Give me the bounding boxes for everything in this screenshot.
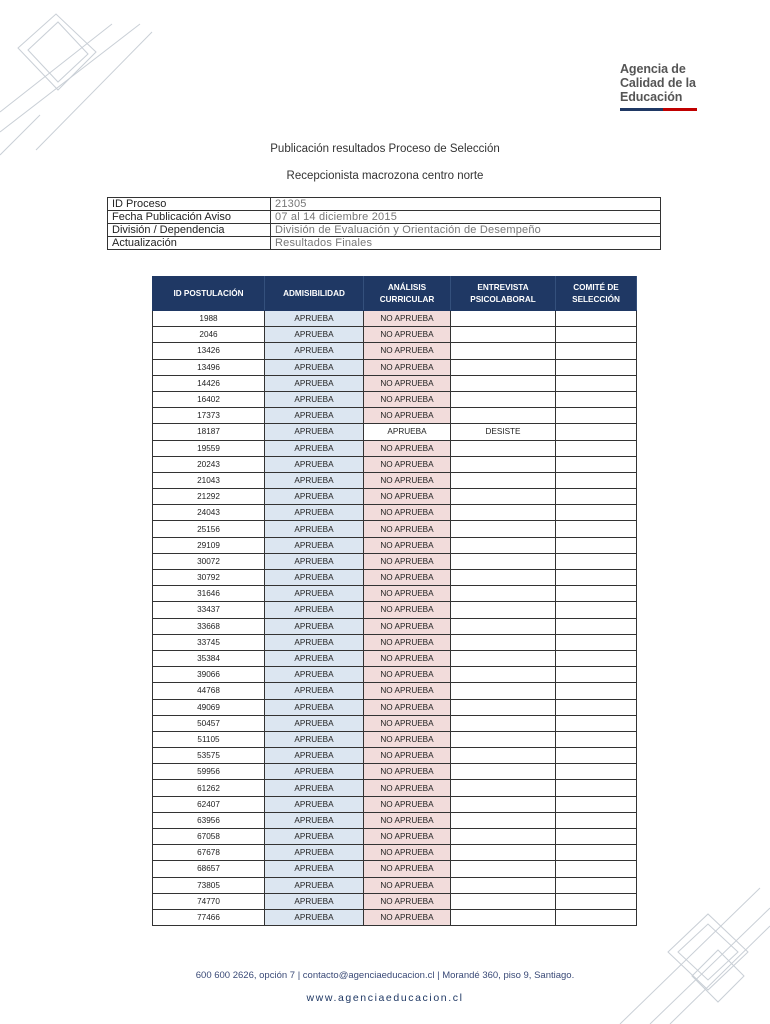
table-row [153,408,637,424]
cell-comite-seleccion [556,909,637,925]
logo-line-2: Calidad de la [620,76,696,90]
cell-comite-seleccion [556,489,637,505]
cell-comite-seleccion [556,861,637,877]
table-row [153,650,637,666]
cell-entrevista-psicolaboral [451,634,556,650]
cell-id-postulacion: 24043 [153,505,265,521]
header-entrevista-psicolaboral: ENTREVISTA PSICOLABORAL [451,277,556,311]
cell-comite-seleccion [556,748,637,764]
cell-analisis-curricular: NO APRUEBA [364,764,451,780]
cell-admisibilidad: APRUEBA [265,570,364,586]
cell-comite-seleccion [556,343,637,359]
cell-analisis-curricular: NO APRUEBA [364,748,451,764]
cell-analisis-curricular: NO APRUEBA [364,489,451,505]
cell-comite-seleccion [556,845,637,861]
cell-id-postulacion: 2046 [153,327,265,343]
table-row [153,553,637,569]
cell-id-postulacion: 68657 [153,861,265,877]
cell-admisibilidad: APRUEBA [265,893,364,909]
cell-admisibilidad: APRUEBA [265,634,364,650]
cell-comite-seleccion [556,537,637,553]
cell-analisis-curricular: NO APRUEBA [364,845,451,861]
cell-admisibilidad: APRUEBA [265,311,364,327]
cell-admisibilidad: APRUEBA [265,391,364,407]
cell-comite-seleccion [556,359,637,375]
cell-entrevista-psicolaboral [451,489,556,505]
cell-id-postulacion: 33745 [153,634,265,650]
table-row [153,521,637,537]
cell-id-postulacion: 21292 [153,489,265,505]
table-row [153,586,637,602]
cell-id-postulacion: 73805 [153,877,265,893]
cell-analisis-curricular: NO APRUEBA [364,829,451,845]
cell-comite-seleccion [556,408,637,424]
cell-admisibilidad: APRUEBA [265,780,364,796]
cell-admisibilidad: APRUEBA [265,618,364,634]
cell-comite-seleccion [556,796,637,812]
table-row [153,634,637,650]
cell-admisibilidad: APRUEBA [265,505,364,521]
cell-admisibilidad: APRUEBA [265,424,364,440]
cell-analisis-curricular: NO APRUEBA [364,440,451,456]
cell-analisis-curricular: NO APRUEBA [364,456,451,472]
cell-analisis-curricular: NO APRUEBA [364,343,451,359]
cell-entrevista-psicolaboral [451,812,556,828]
header-id-postulacion: ID POSTULACIÓN [153,277,265,311]
cell-comite-seleccion [556,618,637,634]
cell-entrevista-psicolaboral [451,586,556,602]
table-row [153,764,637,780]
cell-admisibilidad: APRUEBA [265,861,364,877]
cell-id-postulacion: 53575 [153,748,265,764]
cell-id-postulacion: 18187 [153,424,265,440]
cell-comite-seleccion [556,812,637,828]
cell-entrevista-psicolaboral [451,456,556,472]
cell-entrevista-psicolaboral [451,408,556,424]
cell-admisibilidad: APRUEBA [265,375,364,391]
cell-comite-seleccion [556,877,637,893]
table-row [153,424,637,440]
document-title: Publicación resultados Proceso de Selección [270,143,500,155]
cell-entrevista-psicolaboral [451,472,556,488]
table-row [153,796,637,812]
cell-comite-seleccion [556,391,637,407]
cell-entrevista-psicolaboral [451,699,556,715]
table-row [153,456,637,472]
cell-analisis-curricular: NO APRUEBA [364,731,451,747]
cell-entrevista-psicolaboral [451,570,556,586]
cell-comite-seleccion [556,553,637,569]
cell-id-postulacion: 39066 [153,667,265,683]
cell-id-postulacion: 20243 [153,456,265,472]
agency-logo [620,62,700,111]
cell-analisis-curricular: NO APRUEBA [364,780,451,796]
info-value: Resultados Finales [271,237,661,250]
table-row [153,861,637,877]
info-value: 21305 [271,198,661,211]
cell-comite-seleccion [556,440,637,456]
cell-analisis-curricular: NO APRUEBA [364,602,451,618]
cell-admisibilidad: APRUEBA [265,829,364,845]
document-subtitle: Recepcionista macrozona centro norte [286,170,484,182]
cell-admisibilidad: APRUEBA [265,489,364,505]
cell-analisis-curricular: NO APRUEBA [364,408,451,424]
cell-id-postulacion: 35384 [153,650,265,666]
cell-id-postulacion: 33668 [153,618,265,634]
cell-entrevista-psicolaboral [451,359,556,375]
info-row [108,237,661,250]
cell-admisibilidad: APRUEBA [265,715,364,731]
process-info-table [107,197,661,250]
cell-id-postulacion: 49069 [153,699,265,715]
table-row [153,877,637,893]
cell-admisibilidad: APRUEBA [265,796,364,812]
cell-analisis-curricular: NO APRUEBA [364,893,451,909]
cell-entrevista-psicolaboral [451,505,556,521]
cell-entrevista-psicolaboral [451,893,556,909]
footer-contact: 600 600 2626, opción 7 | contacto@agenciaeducacion.cl | Morandé 360, piso 9, Santiago. [195,970,575,981]
cell-entrevista-psicolaboral [451,877,556,893]
cell-id-postulacion: 44768 [153,683,265,699]
table-row [153,845,637,861]
cell-comite-seleccion [556,731,637,747]
cell-id-postulacion: 62407 [153,796,265,812]
cell-entrevista-psicolaboral [451,391,556,407]
cell-analisis-curricular: NO APRUEBA [364,553,451,569]
table-row [153,731,637,747]
cell-id-postulacion: 67678 [153,845,265,861]
cell-comite-seleccion [556,699,637,715]
cell-comite-seleccion [556,570,637,586]
info-value: División de Evaluación y Orientación de Desempeño [271,224,661,237]
cell-admisibilidad: APRUEBA [265,602,364,618]
cell-admisibilidad: APRUEBA [265,537,364,553]
footer-website: www.agenciaeducacion.cl [306,992,464,1004]
cell-admisibilidad: APRUEBA [265,650,364,666]
cell-id-postulacion: 51105 [153,731,265,747]
cell-comite-seleccion [556,521,637,537]
cell-entrevista-psicolaboral [451,521,556,537]
cell-comite-seleccion [556,456,637,472]
cell-admisibilidad: APRUEBA [265,748,364,764]
cell-analisis-curricular: NO APRUEBA [364,359,451,375]
info-row [108,198,661,211]
cell-analisis-curricular: NO APRUEBA [364,667,451,683]
cell-analisis-curricular: NO APRUEBA [364,861,451,877]
cell-id-postulacion: 17373 [153,408,265,424]
cell-admisibilidad: APRUEBA [265,327,364,343]
cell-comite-seleccion [556,586,637,602]
cell-entrevista-psicolaboral [451,861,556,877]
cell-analisis-curricular: NO APRUEBA [364,570,451,586]
table-row [153,602,637,618]
table-row [153,570,637,586]
cell-id-postulacion: 13426 [153,343,265,359]
cell-id-postulacion: 50457 [153,715,265,731]
table-row [153,683,637,699]
cell-comite-seleccion [556,505,637,521]
table-row [153,489,637,505]
info-row [108,211,661,224]
cell-analisis-curricular: NO APRUEBA [364,909,451,925]
table-row [153,505,637,521]
cell-entrevista-psicolaboral [451,602,556,618]
logo-line-3: Educación [620,90,683,104]
cell-id-postulacion: 33437 [153,602,265,618]
cell-admisibilidad: APRUEBA [265,909,364,925]
cell-comite-seleccion [556,683,637,699]
cell-admisibilidad: APRUEBA [265,845,364,861]
logo-line-1: Agencia de [620,62,686,76]
cell-comite-seleccion [556,764,637,780]
cell-comite-seleccion [556,634,637,650]
cell-id-postulacion: 59956 [153,764,265,780]
table-row [153,812,637,828]
cell-entrevista-psicolaboral [451,375,556,391]
info-label: Actualización [108,237,271,250]
cell-entrevista-psicolaboral [451,667,556,683]
cell-entrevista-psicolaboral [451,796,556,812]
cell-admisibilidad: APRUEBA [265,521,364,537]
cell-comite-seleccion [556,829,637,845]
cell-entrevista-psicolaboral [451,440,556,456]
table-row [153,667,637,683]
table-row [153,537,637,553]
cell-analisis-curricular: NO APRUEBA [364,618,451,634]
cell-analisis-curricular: NO APRUEBA [364,796,451,812]
cell-id-postulacion: 21043 [153,472,265,488]
header-analisis-curricular: ANÁLISIS CURRICULAR [364,277,451,311]
cell-analisis-curricular: NO APRUEBA [364,877,451,893]
cell-analisis-curricular: NO APRUEBA [364,699,451,715]
cell-analisis-curricular: APRUEBA [364,424,451,440]
cell-id-postulacion: 30792 [153,570,265,586]
cell-entrevista-psicolaboral [451,343,556,359]
cell-admisibilidad: APRUEBA [265,343,364,359]
table-row [153,699,637,715]
cell-admisibilidad: APRUEBA [265,553,364,569]
cell-admisibilidad: APRUEBA [265,699,364,715]
cell-analisis-curricular: NO APRUEBA [364,505,451,521]
cell-analisis-curricular: NO APRUEBA [364,537,451,553]
cell-comite-seleccion [556,327,637,343]
table-row [153,343,637,359]
cell-entrevista-psicolaboral [451,618,556,634]
header-admisibilidad: ADMISIBILIDAD [265,277,364,311]
cell-id-postulacion: 16402 [153,391,265,407]
cell-comite-seleccion [556,472,637,488]
cell-analisis-curricular: NO APRUEBA [364,715,451,731]
cell-admisibilidad: APRUEBA [265,472,364,488]
cell-entrevista-psicolaboral [451,909,556,925]
cell-analisis-curricular: NO APRUEBA [364,472,451,488]
logo-color-bar [620,108,697,111]
cell-analisis-curricular: NO APRUEBA [364,375,451,391]
cell-entrevista-psicolaboral: DESISTE [451,424,556,440]
cell-entrevista-psicolaboral [451,683,556,699]
cell-comite-seleccion [556,715,637,731]
cell-comite-seleccion [556,667,637,683]
cell-entrevista-psicolaboral [451,537,556,553]
table-row [153,909,637,925]
cell-analisis-curricular: NO APRUEBA [364,327,451,343]
table-row [153,893,637,909]
cell-admisibilidad: APRUEBA [265,683,364,699]
cell-admisibilidad: APRUEBA [265,440,364,456]
cell-entrevista-psicolaboral [451,731,556,747]
cell-entrevista-psicolaboral [451,829,556,845]
cell-id-postulacion: 19559 [153,440,265,456]
cell-entrevista-psicolaboral [451,715,556,731]
info-label: División / Dependencia [108,224,271,237]
cell-admisibilidad: APRUEBA [265,456,364,472]
cell-id-postulacion: 61262 [153,780,265,796]
cell-analisis-curricular: NO APRUEBA [364,311,451,327]
header-comite-seleccion: COMITÉ DE SELECCIÓN [556,277,637,311]
cell-id-postulacion: 30072 [153,553,265,569]
cell-comite-seleccion [556,780,637,796]
table-row [153,311,637,327]
info-label: Fecha Publicación Aviso [108,211,271,224]
cell-admisibilidad: APRUEBA [265,359,364,375]
cell-comite-seleccion [556,311,637,327]
table-row [153,780,637,796]
cell-entrevista-psicolaboral [451,845,556,861]
table-row [153,391,637,407]
table-row [153,359,637,375]
cell-comite-seleccion [556,424,637,440]
cell-entrevista-psicolaboral [451,311,556,327]
cell-entrevista-psicolaboral [451,748,556,764]
cell-entrevista-psicolaboral [451,327,556,343]
table-row [153,748,637,764]
cell-analisis-curricular: NO APRUEBA [364,586,451,602]
table-row [153,375,637,391]
cell-analisis-curricular: NO APRUEBA [364,650,451,666]
cell-id-postulacion: 31646 [153,586,265,602]
table-row [153,472,637,488]
cell-id-postulacion: 77466 [153,909,265,925]
cell-admisibilidad: APRUEBA [265,812,364,828]
cell-entrevista-psicolaboral [451,650,556,666]
results-table [152,276,637,926]
table-row [153,829,637,845]
cell-entrevista-psicolaboral [451,764,556,780]
table-row [153,327,637,343]
cell-admisibilidad: APRUEBA [265,764,364,780]
cell-analisis-curricular: NO APRUEBA [364,521,451,537]
cell-id-postulacion: 1988 [153,311,265,327]
cell-analisis-curricular: NO APRUEBA [364,634,451,650]
cell-id-postulacion: 14426 [153,375,265,391]
cell-admisibilidad: APRUEBA [265,586,364,602]
cell-id-postulacion: 29109 [153,537,265,553]
info-value: 07 al 14 diciembre 2015 [271,211,661,224]
cell-comite-seleccion [556,375,637,391]
cell-entrevista-psicolaboral [451,553,556,569]
cell-analisis-curricular: NO APRUEBA [364,391,451,407]
cell-entrevista-psicolaboral [451,780,556,796]
cell-admisibilidad: APRUEBA [265,877,364,893]
cell-analisis-curricular: NO APRUEBA [364,683,451,699]
cell-comite-seleccion [556,893,637,909]
cell-admisibilidad: APRUEBA [265,731,364,747]
cell-analisis-curricular: NO APRUEBA [364,812,451,828]
cell-comite-seleccion [556,650,637,666]
cell-admisibilidad: APRUEBA [265,408,364,424]
table-row [153,440,637,456]
cell-id-postulacion: 74770 [153,893,265,909]
results-header-row [153,277,637,311]
cell-admisibilidad: APRUEBA [265,667,364,683]
info-row [108,224,661,237]
results-body [153,311,637,926]
cell-id-postulacion: 67058 [153,829,265,845]
cell-id-postulacion: 63956 [153,812,265,828]
info-label: ID Proceso [108,198,271,211]
cell-comite-seleccion [556,602,637,618]
cell-id-postulacion: 13496 [153,359,265,375]
cell-id-postulacion: 25156 [153,521,265,537]
table-row [153,618,637,634]
table-row [153,715,637,731]
